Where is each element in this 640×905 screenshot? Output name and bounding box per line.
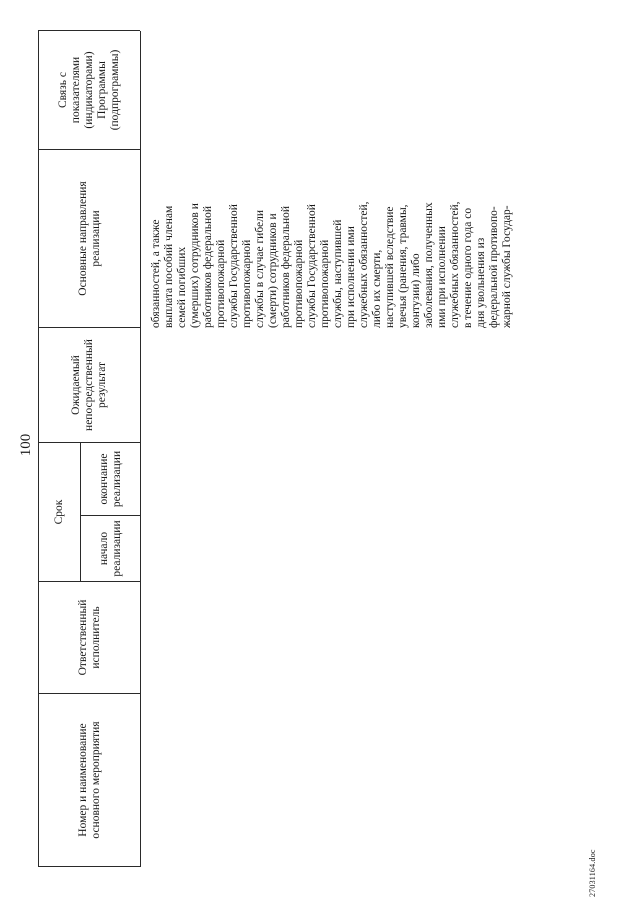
- directions-cell-text: обязанностей, а также выплата пособий членам семей погибших (умерших) сотрудников и работников федеральной противопожарной службы Государственной противопожарной службы в случае гибели (смерти) сотрудников и работников федеральной противопожарной службы Государственной противопожарной службы, наступившей при исполнении ими служебных обязанностей, либо их смерти, наступившей вследствие увечья (ранения, травмы, контузии) либо заболевания, полученных ими при исполнении служебных обязанностей, в течение одного года со дня увольнения из федеральной противопо- жарной службы Государ-: [150, 201, 513, 328]
- table-left-border: [38, 866, 140, 867]
- header-result: Ожидаемый непосредственный результат: [70, 339, 108, 431]
- header-term: Срок: [53, 499, 65, 525]
- header-executor: Ответственный исполнитель: [76, 599, 102, 676]
- header-links: Связь с показателями (индикаторами) Программы (подпрограммы): [57, 49, 121, 131]
- page-number: 100: [18, 433, 34, 457]
- header-number-name: Номер и наименование основного мероприятия: [76, 721, 102, 839]
- header-bottom-border: [140, 31, 141, 867]
- header-term-end: окончание реализации: [97, 450, 123, 508]
- document-id: 27031164.doc: [588, 849, 597, 897]
- header-term-start: начало реализации: [97, 520, 123, 577]
- header-directions: Основные направления реализации: [76, 181, 102, 296]
